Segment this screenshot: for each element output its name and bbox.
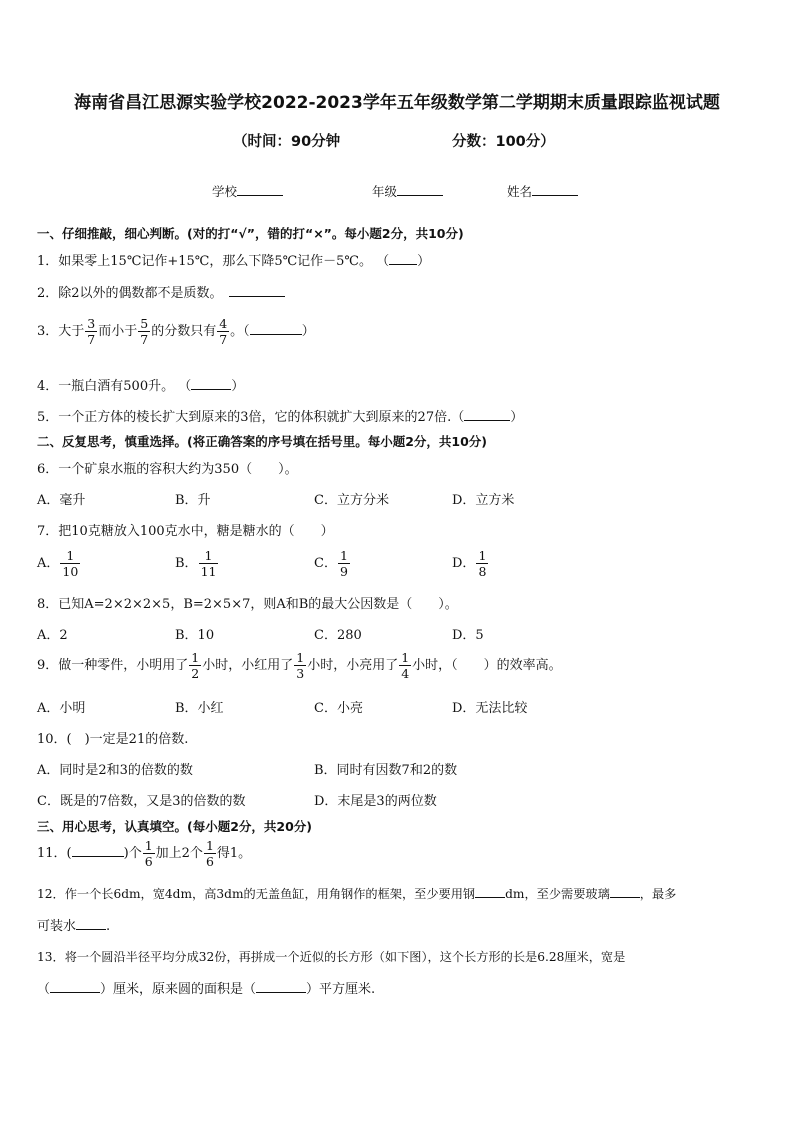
fraction: $\frac{1}{2}$ (191, 650, 200, 681)
fraction: $\frac{1}{4}$ (401, 650, 410, 681)
question-7: 7．把10克糖放入100克水中，糖是糖水的（ ） (37, 524, 334, 539)
fraction: $\frac{1}{10}$ (62, 548, 79, 579)
answer-blank[interactable] (191, 376, 231, 390)
question-9: 9．做一种零件，小明用了 $\frac{1}{2}$ 小时，小红用了 $\frac{1}{3}$ 小时，小亮用了 $\frac{1}{4}$ 小时，（ ）的效率高。 (37, 650, 562, 681)
answer-blank[interactable] (389, 251, 417, 265)
option-a[interactable]: A．毫升 (37, 493, 86, 508)
fraction: $\frac{1}{11}$ (200, 548, 217, 579)
fraction: $\frac{1}{6}$ (205, 838, 214, 869)
section-2-heading: 二、反复思考，慎重选择。(将正确答案的序号填在括号里。每小题2分，共10分) (37, 434, 488, 449)
answer-blank[interactable] (475, 884, 505, 898)
exam-time: （时间：90分钟 (233, 134, 341, 150)
fraction: $\frac{5}{7}$ (140, 316, 149, 347)
section-3-heading: 三、用心思考，认真填空。(每小题2分，共20分) (37, 819, 313, 834)
answer-blank[interactable] (250, 321, 302, 335)
option-c[interactable]: C．280 (314, 628, 362, 643)
option-a[interactable]: A．小明 (37, 701, 86, 716)
question-1: 1．如果零上15℃记作+15℃，那么下降5℃记作－5℃。 （ ） (37, 250, 430, 269)
option-c[interactable]: C． $\frac{1}{9}$ (314, 548, 348, 579)
question-5: 5．一个正方体的棱长扩大到原来的3倍，它的体积就扩大到原来的27倍.（ ） (37, 406, 523, 425)
question-3: 3．大于 $\frac{3}{7}$ 而小于 $\frac{5}{7}$ 的分数只有 $\frac{4}{7}$ 。（ ） (37, 316, 315, 347)
answer-blank[interactable] (50, 979, 100, 993)
answer-blank[interactable] (610, 884, 640, 898)
section-1-heading: 一、仔细推敲，细心判断。(对的打“√”，错的打“×”。每小题2分，共10分) (37, 226, 464, 241)
option-a[interactable]: A．同时是2和3的倍数的数 (37, 763, 193, 778)
grade-blank[interactable] (397, 183, 443, 196)
fraction: $\frac{3}{7}$ (87, 316, 96, 347)
answer-blank[interactable] (464, 407, 510, 421)
answer-blank[interactable] (229, 283, 285, 297)
option-a[interactable]: A．2 (37, 628, 68, 643)
option-d[interactable]: D．立方米 (452, 493, 515, 508)
option-d[interactable]: D．无法比较 (452, 701, 528, 716)
option-c[interactable]: C．立方分米 (314, 493, 389, 508)
name-blank[interactable] (532, 183, 578, 196)
option-b[interactable]: B．升 (175, 493, 211, 508)
fraction: $\frac{1}{6}$ (144, 838, 153, 869)
question-2: 2．除2以外的偶数都不是质数。 (37, 282, 285, 301)
question-13: 13．将一个圆沿半径平均分成32份，再拼成一个近似的长方形（如下图），这个长方形的长是6.28厘米，宽是 (37, 950, 626, 964)
grade-field[interactable]: 年级 (372, 182, 443, 200)
answer-blank[interactable] (256, 979, 306, 993)
exam-score: 分数：100分） (452, 134, 555, 150)
question-12-continued: 可装水 . (37, 915, 110, 934)
question-8: 8．已知A=2×2×2×5，B=2×5×7，则A和B的最大公因数是（ ）。 (37, 597, 458, 612)
option-d[interactable]: D．5 (452, 628, 484, 643)
question-13-continued: （ ）厘米，原来圆的面积是（ ）平方厘米. (37, 978, 375, 997)
name-field[interactable]: 姓名 (507, 182, 578, 200)
option-c[interactable]: C．小亮 (314, 701, 363, 716)
question-10: 10．( )一定是21的倍数. (37, 732, 189, 747)
school-blank[interactable] (237, 183, 283, 196)
answer-blank[interactable] (76, 916, 106, 930)
option-d[interactable]: D． $\frac{1}{8}$ (452, 548, 487, 579)
question-11: 11．( )个 $\frac{1}{6}$ 加上2个 $\frac{1}{6}$ 得1。 (37, 838, 252, 869)
question-4: 4．一瓶白酒有500升。 （ ） (37, 375, 244, 394)
student-info (0, 182, 794, 202)
page-title: 海南省昌江思源实验学校2022-2023学年五年级数学第二学期期末质量跟踪监视试题 (74, 93, 720, 113)
question-6: 6．一个矿泉水瓶的容积大约为350（ ）。 (37, 462, 298, 477)
fraction: $\frac{1}{3}$ (296, 650, 305, 681)
option-b[interactable]: B．10 (175, 628, 215, 643)
option-b[interactable]: B． $\frac{1}{11}$ (175, 548, 217, 579)
question-12: 12．作一个长6dm，宽4dm，高3dm的无盖鱼缸，用角钢作的框架，至少要用钢 dm，至少需要玻璃 ，最多 (37, 884, 676, 902)
school-field[interactable]: 学校 (212, 182, 283, 200)
fraction: $\frac{1}{8}$ (478, 548, 487, 579)
exam-info (0, 130, 794, 152)
option-d[interactable]: D．末尾是3的两位数 (314, 794, 437, 809)
fraction: $\frac{1}{9}$ (339, 548, 348, 579)
option-b[interactable]: B．同时有因数7和2的数 (314, 763, 458, 778)
fraction: $\frac{4}{7}$ (219, 316, 228, 347)
option-c[interactable]: C．既是的7倍数，又是3的倍数的数 (37, 794, 246, 809)
option-b[interactable]: B．小红 (175, 701, 224, 716)
option-a[interactable]: A． $\frac{1}{10}$ (37, 548, 79, 579)
answer-blank[interactable] (72, 843, 124, 857)
